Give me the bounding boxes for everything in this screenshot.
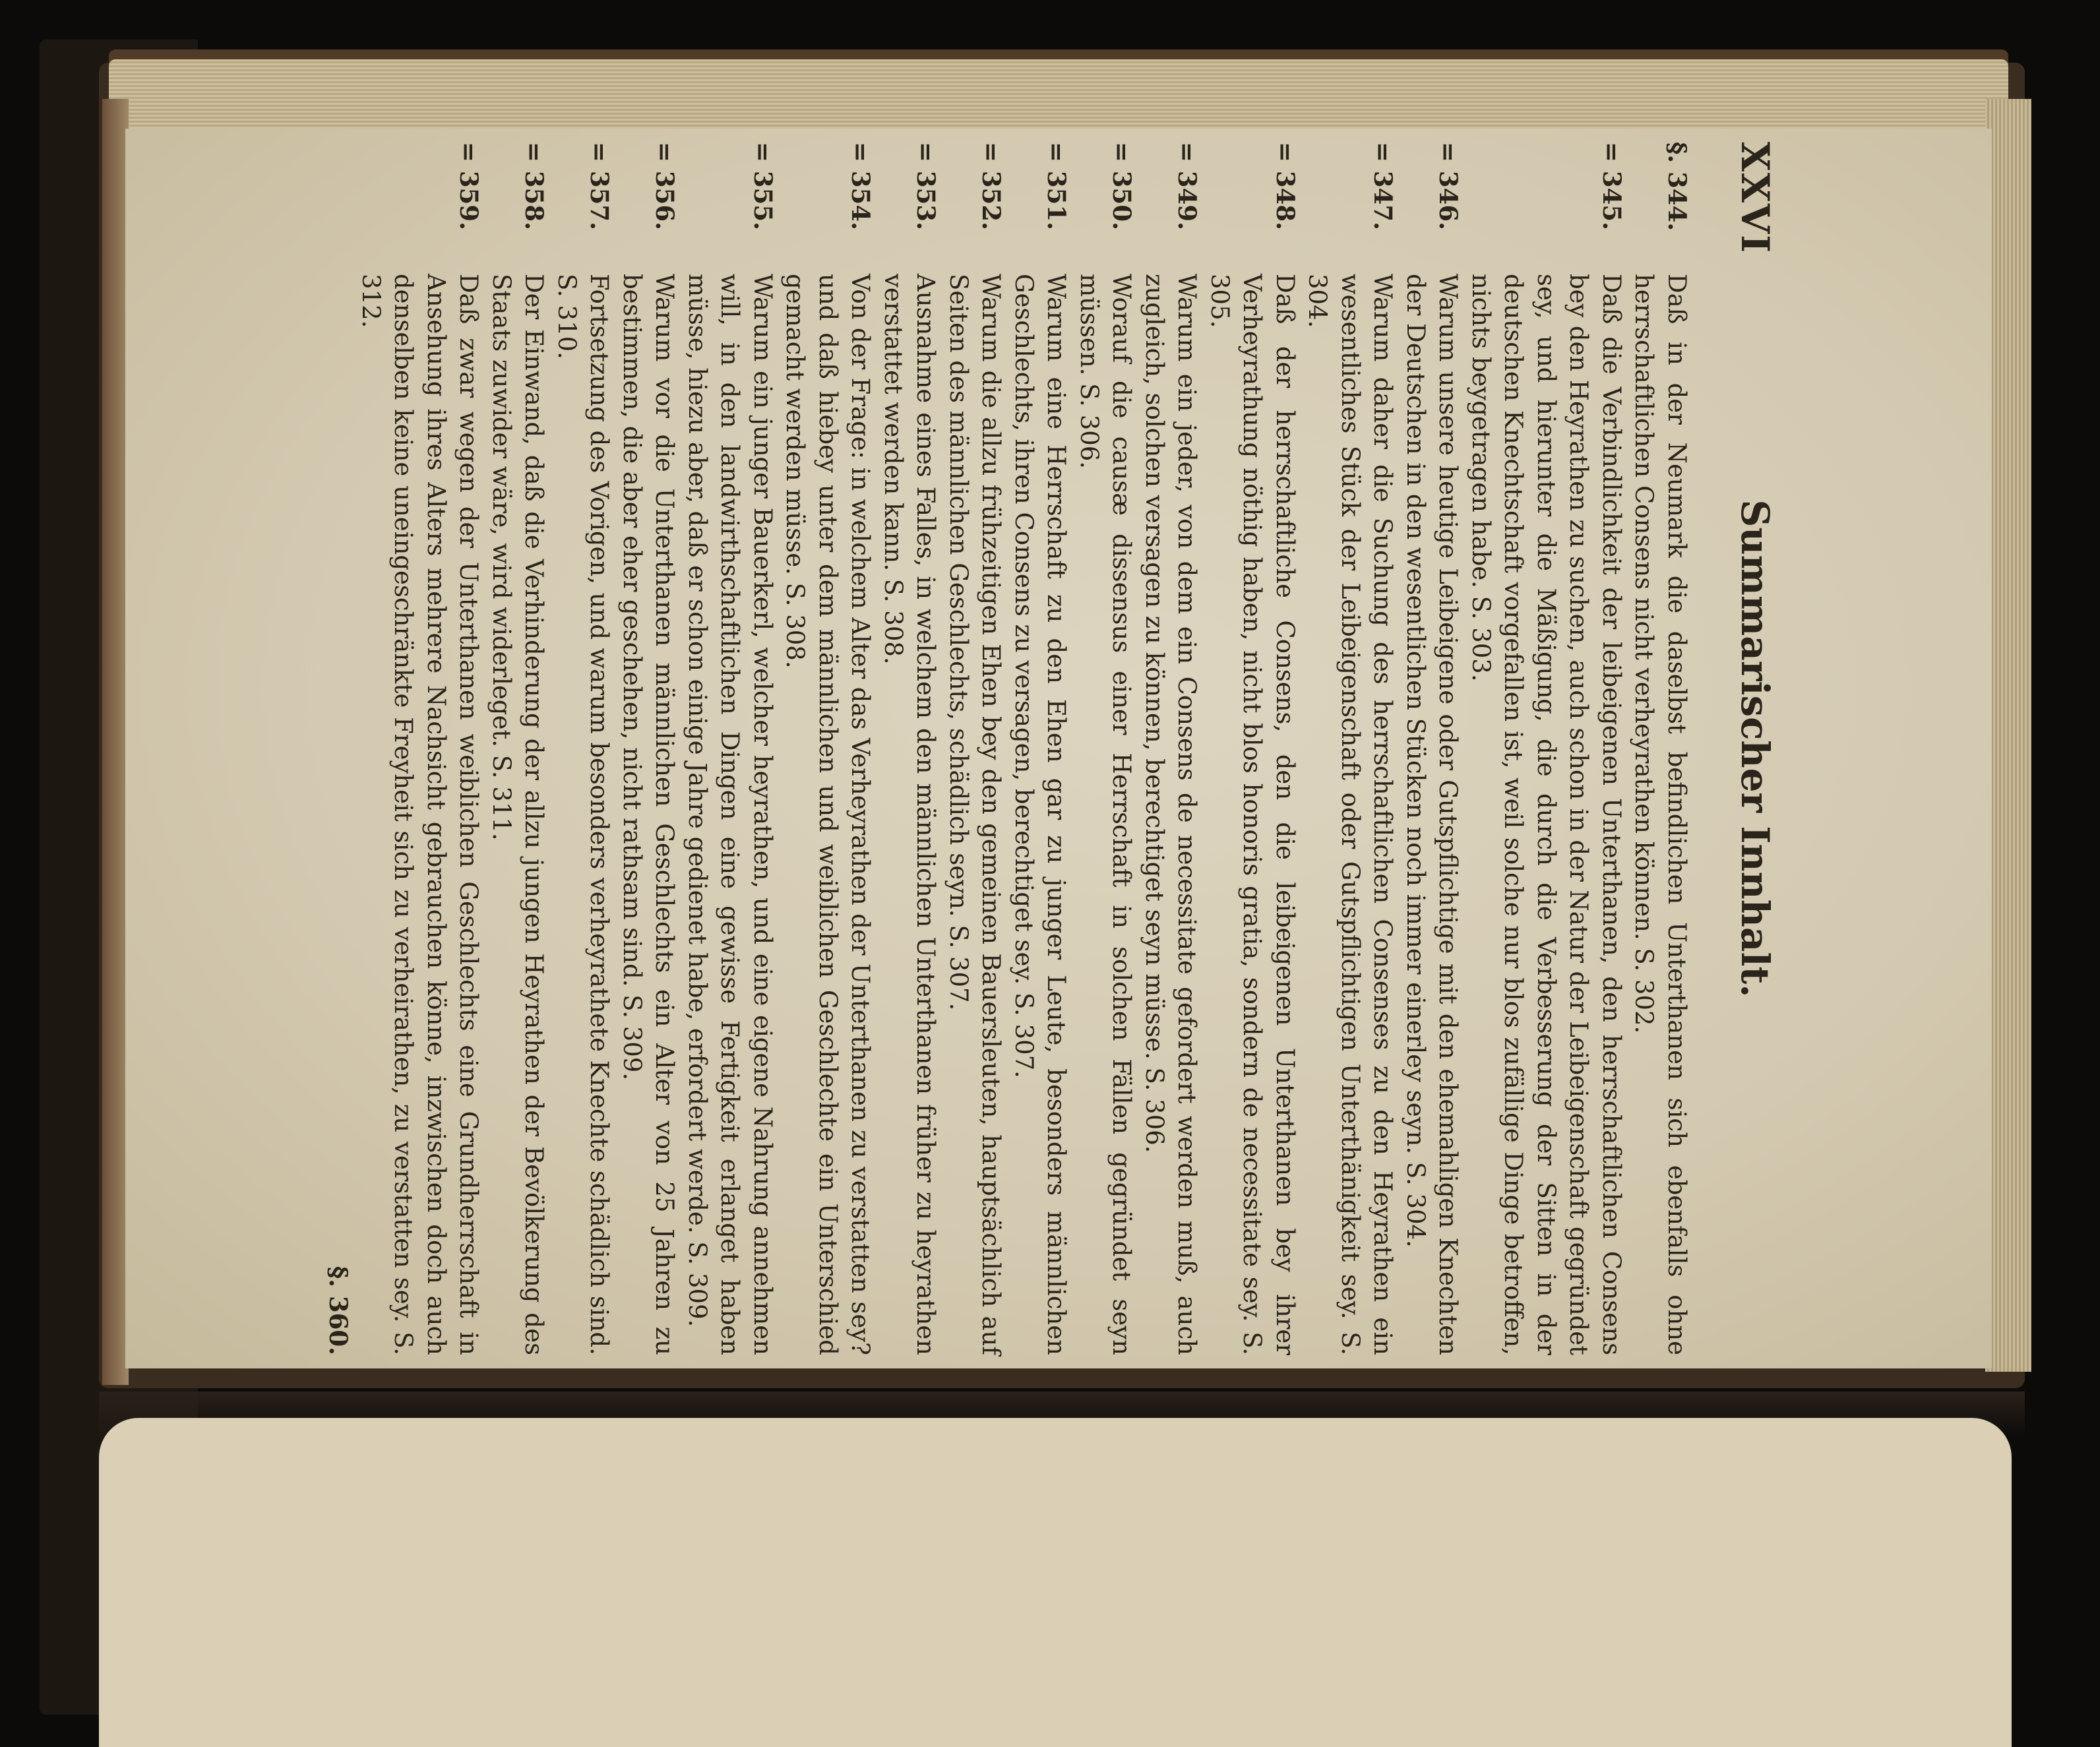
- entry-text: Daß in der Neumark die daselbst befindlichen Unterthanen sich ebenfalls ohne herrschaftlichen Consens nicht verheyrathen können. S. 302.: [1630, 274, 1691, 1355]
- section-number: = 352.: [977, 142, 1006, 230]
- book-spine-edge: [102, 99, 129, 1385]
- summary-entry: [1073, 142, 1138, 1355]
- section-number: = 347.: [1369, 142, 1398, 230]
- summary-entry: [877, 142, 942, 1355]
- summary-entry: [779, 142, 877, 1355]
- summary-entry: [551, 142, 616, 1355]
- summary-entry: [1465, 142, 1628, 1355]
- section-number: = 350.: [1107, 142, 1137, 230]
- summary-entry: [942, 142, 1008, 1355]
- entry-text: Von der Frage: in welchem Alter das Verheyrathen der Unterthanen zu verstatten sey? und daß hiebey unter dem männlichen und weiblichen Geschlechte ein Unterschied gemacht werden müsse. S. 308.: [781, 274, 875, 1355]
- entry-text: Warum ein junger Bauerkerl, welcher heyrathen, und eine eigene Nahrung annehmen will, in den landwirthschaftlichen Dingen eine gewisse Fertigkeit erlanget haben müsse, hiezu aber, daß er schon einige Jahre gedienet habe, erfordert werde. S. 309.: [683, 274, 777, 1355]
- entry-text: Fortsetzung des Vorigen, und warum besonders verheyrathete Knechte schädlich sind. S. 310.: [553, 274, 614, 1355]
- entry-text: Ausnahme eines Falles, in welchem den männlichen Unterthanen früher zu heyrathen verstattet werden kann. S. 308.: [879, 274, 941, 1355]
- summary-entry: [616, 142, 681, 1355]
- section-number: §. 344.: [1663, 142, 1692, 231]
- entry-text: Warum vor die Unterthanen männlichen Geschlechts ein Alter von 25 Jahren zu bestimmen, die aber eher geschehen, nicht rathsam sind. S. 309.: [618, 274, 679, 1355]
- page-stack-edge: [109, 59, 2008, 132]
- catchword: §. 360.: [324, 1266, 354, 1355]
- summary-entry: [1301, 142, 1400, 1355]
- page-header: [1705, 142, 1777, 1355]
- section-number: = 345.: [1597, 142, 1626, 230]
- entry-text: Daß der herrschaftliche Consens, den die leibeigenen Unterthanen bey ihrer Verheyrathung nöthig haben, nicht blos honoris gratia, sondern de necessitate sey. S. 305.: [1206, 274, 1299, 1355]
- entry-text: Der Einwand, daß die Verhinderung der allzu jungen Heyrathen der Bevölkerung des Staats zuwider wäre, wird widerleget. S. 311.: [487, 274, 549, 1355]
- summary-entry: [1628, 142, 1693, 1355]
- section-number: = 354.: [846, 142, 876, 230]
- entry-text: Daß die Verbindlichkeit der leibeigenen Unterthanen, den herrschaftlichen Consens bey den Heyrathen zu suchen, auch schon in der Natur der Leibeigenschaft gegründet sey, und hierunter die Mäßigung, die durch die Verbesserung der Sitten in der deutschen Knechtschaft vorgefallen ist, weil solche nur blos zufällige Dinge betroffen, nichts beygetragen habe. S. 303.: [1467, 274, 1626, 1355]
- section-number: = 355.: [749, 142, 778, 230]
- summary-entry: [681, 142, 780, 1355]
- entry-text: Warum eine Herrschaft zu den Ehen gar zu junger Leute, besonders männlichen Geschlechts, ihren Consens zu versagen, berechtiget sey. S. 307.: [1010, 274, 1071, 1355]
- section-number: = 358.: [520, 142, 549, 230]
- summary-entry: [1400, 142, 1465, 1355]
- fore-edge: [1985, 99, 2031, 1372]
- entry-text: Warum unsere heutige Leibeigene oder Gutspflichtige mit den ehemahligen Knechten der Deutschen in den wesentlichen Stücken noch immer einerley seyn. S. 304.: [1402, 274, 1463, 1355]
- entry-text: Daß zwar wegen der Unterthanen weiblichen Geschlechts eine Grundherrschaft in Ansehung ihres Alters mehrere Nachsicht gebrauchen könne, inzwischen doch auch denselben keine uneingeschränkte Freyheit sich zu verheirathen, zu verstatten sey. S. 312.: [357, 274, 483, 1355]
- entry-text: Warum daher die Suchung des herrschaftlichen Consenses zu den Heyrathen ein wesentliches Stück der Leibeigenschaft oder Gutspflichtigen Unterthänigkeit sey. S. 304.: [1303, 274, 1398, 1355]
- section-number: = 349.: [1173, 142, 1202, 230]
- entry-text: Worauf die causæ dissensus einer Herrschaft in solchen Fällen gegründet seyn müssen. S. 306.: [1075, 274, 1136, 1355]
- section-number: = 351.: [1042, 142, 1072, 230]
- entry-text: Warum ein jeder, von dem ein Consens de necessitate gefordert werden muß, auch zugleich, solchen versagen zu können, berechtiget seyn müsse. S. 306.: [1140, 274, 1202, 1355]
- summary-list: [355, 142, 1694, 1355]
- section-number: = 353.: [911, 142, 941, 230]
- page-number: XXVI: [1733, 142, 1777, 255]
- facing-page: [99, 1418, 2012, 1747]
- section-number: = 359.: [454, 142, 484, 230]
- section-number: = 357.: [585, 142, 615, 230]
- summary-entry: [355, 142, 485, 1355]
- section-number: = 348.: [1271, 142, 1300, 230]
- section-number: = 356.: [650, 142, 680, 230]
- summary-entry: [1138, 142, 1204, 1355]
- summary-entry: [1204, 142, 1302, 1355]
- summary-entry: [485, 142, 551, 1355]
- page-text-block: [324, 142, 1777, 1355]
- section-number: = 346.: [1434, 142, 1464, 230]
- summary-entry: [1008, 142, 1073, 1355]
- entry-text: Warum die allzu frühzeitigen Ehen bey den gemeinen Bauersleuten, hauptsächlich auf Seiten des männlichen Geschlechts, schädlich seyn. S. 307.: [944, 274, 1006, 1355]
- page-title: Summarischer Innhalt.: [1733, 499, 1777, 998]
